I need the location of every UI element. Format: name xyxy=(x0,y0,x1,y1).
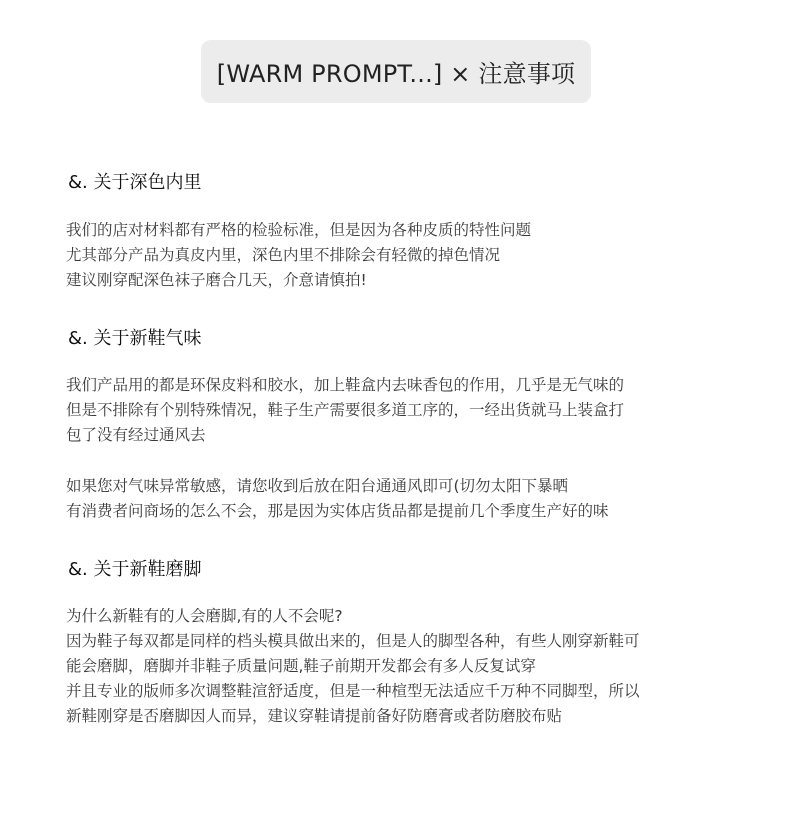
paragraph-line: 能会磨脚，磨脚并非鞋子质量问题,鞋子前期开发都会有多人反复试穿 xyxy=(66,657,536,675)
paragraph-line: 我们的店对材料都有严格的检验标准，但是因为各种皮质的特性问题 xyxy=(66,221,532,239)
paragraph-line: 建议刚穿配深色袜子磨合几天，介意请慎拍! xyxy=(66,271,367,289)
paragraph-line: 并且专业的版师多次调整鞋渲舒适度，但是一种楦型无法适应千万种不同脚型，所以 xyxy=(66,682,640,700)
paragraph-line: 有消费者问商场的怎么不会，那是因为实体店货品都是提前几个季度生产好的味 xyxy=(66,502,609,520)
paragraph-line: 新鞋刚穿是否磨脚因人而异，建议穿鞋请提前备好防磨膏或者防磨胶布贴 xyxy=(66,707,563,725)
section-title-new-shoe-rubbing: &. 关于新鞋磨脚 xyxy=(68,559,202,580)
section-title-dark-lining: &. 关于深色内里 xyxy=(68,172,202,193)
paragraph-line: 为什么新鞋有的人会磨脚,有的人不会呢? xyxy=(66,607,343,625)
page-title xyxy=(201,40,591,103)
page-title-text: [WARM PROMPT...] × 注意事项 xyxy=(216,60,576,88)
paragraph-line: 我们产品用的都是环保皮料和胶水，加上鞋盒内去味香包的作用，几乎是无气味的 xyxy=(66,376,625,394)
paragraph-new-shoe-rubbing xyxy=(66,604,726,729)
section-title-new-shoe-smell: &. 关于新鞋气味 xyxy=(68,328,202,349)
paragraph-line: 尤其部分产品为真皮内里，深色内里不排除会有轻微的掉色情况 xyxy=(66,246,501,264)
paragraph-line: 但是不排除有个别特殊情况，鞋子生产需要很多道工序的，一经出货就马上装盒打 xyxy=(66,401,625,419)
paragraph-dark-lining xyxy=(66,218,726,293)
paragraph-line: 如果您对气味异常敏感，请您收到后放在阳台通通风即可(切勿太阳下暴晒 xyxy=(66,477,569,495)
paragraph-line: 因为鞋子每双都是同样的档头模具做出来的，但是人的脚型各种，有些人刚穿新鞋可 xyxy=(66,632,640,650)
paragraph-line: 包了没有经过通风去 xyxy=(66,426,206,444)
paragraph-new-shoe-smell-2 xyxy=(66,474,726,524)
paragraph-new-shoe-smell-1 xyxy=(66,373,726,448)
